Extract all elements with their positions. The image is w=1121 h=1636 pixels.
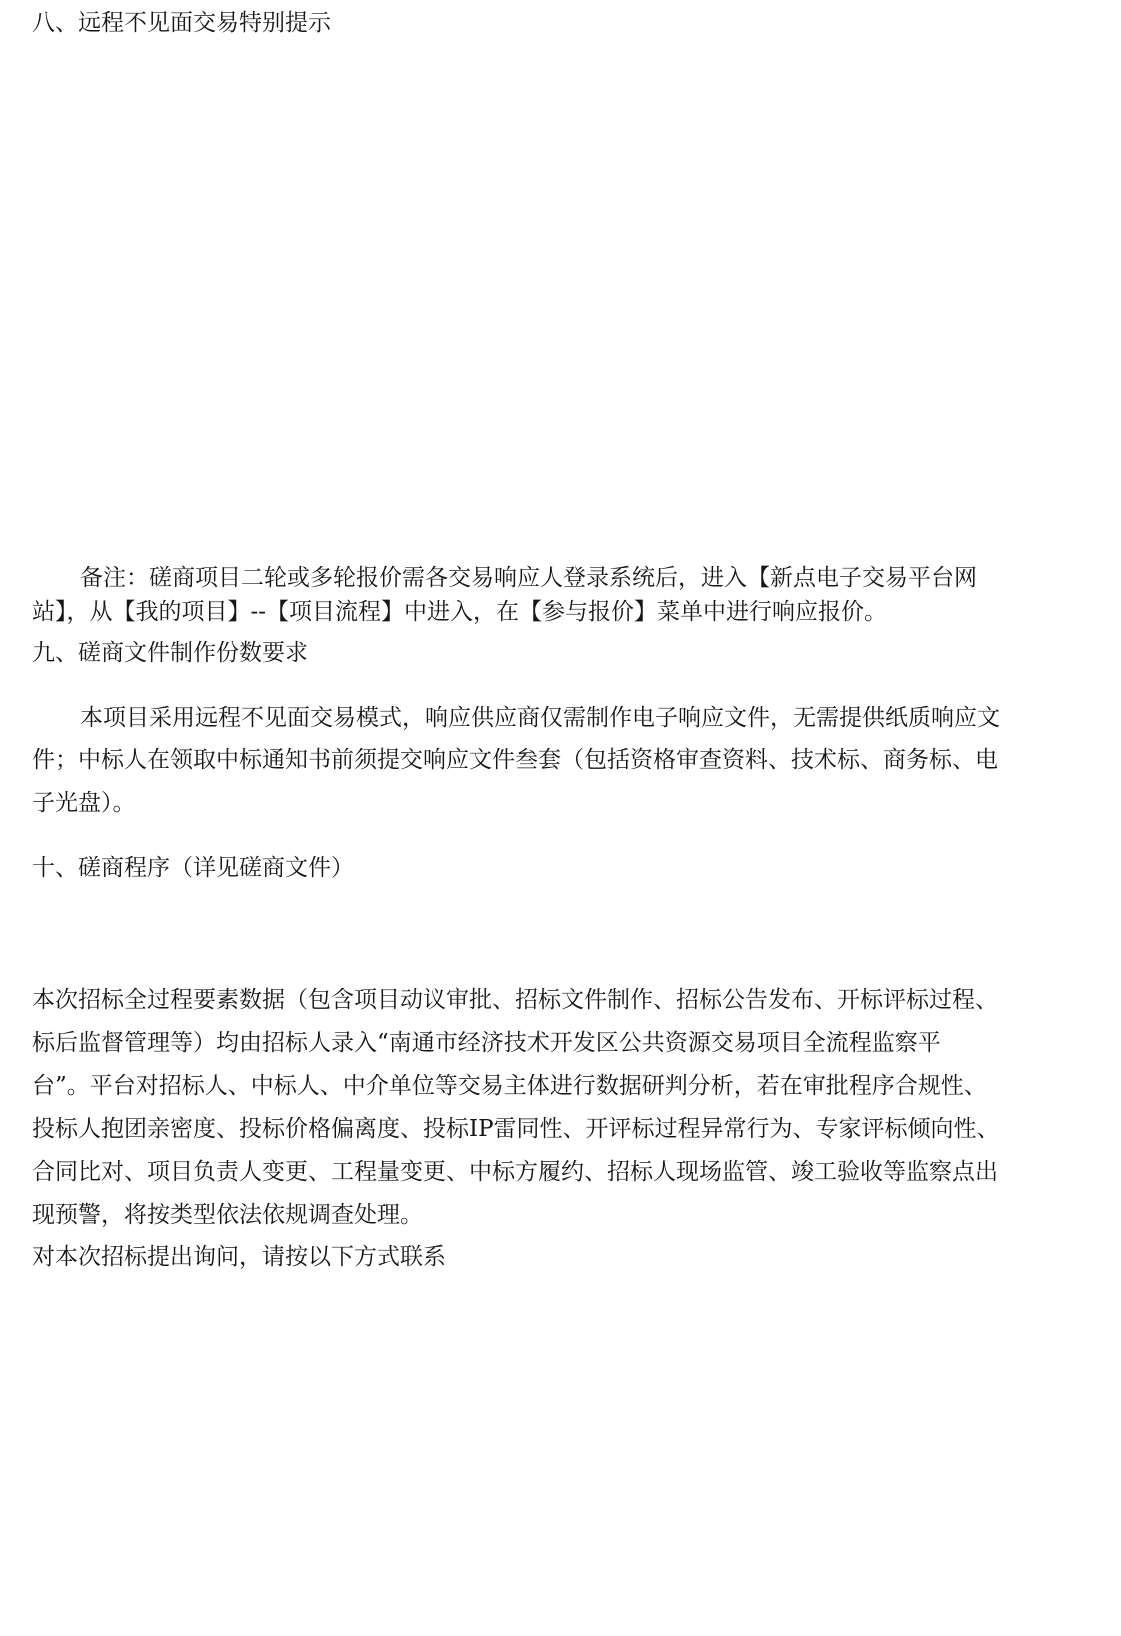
supervision-line-1: 本次招标全过程要素数据（包含项目动议审批、招标文件制作、招标公告发布、开标评标过程、 <box>32 987 998 1013</box>
section-9-line-3: 子光盘）。 <box>32 790 136 816</box>
section-9-line-1: 本项目采用远程不见面交易模式，响应供应商仅需制作电子响应文件，无需提供纸质响应文 <box>80 705 1000 731</box>
section-10-heading: 十、磋商程序（详见磋商文件） <box>32 855 354 881</box>
supervision-line-4: 投标人抱团亲密度、投标价格偏离度、投标IP雷同性、开评标过程异常行为、专家评标倾向性、 <box>32 1116 1000 1142</box>
contact-prompt: 对本次招标提出询问，请按以下方式联系 <box>32 1244 446 1270</box>
supervision-line-6: 现预警，将按类型依法依规调查处理。 <box>32 1202 423 1228</box>
supervision-line-3: 台”。平台对招标人、中标人、中介单位等交易主体进行数据研判分析，若在审批程序合规性、 <box>32 1073 987 1099</box>
supervision-line-2: 标后监督管理等）均由招标人录入“南通市经济技术开发区公共资源交易项目全流程监察平 <box>32 1030 941 1056</box>
section-9-line-2: 件；中标人在领取中标通知书前须提交响应文件叁套（包括资格审查资料、技术标、商务标、电 <box>32 747 998 773</box>
supervision-line-5: 合同比对、项目负责人变更、工程量变更、中标方履约、招标人现场监管、竣工验收等监察点出 <box>32 1159 998 1185</box>
note-line-2: 站】，从【我的项目】--【项目流程】中进入，在【参与报价】菜单中进行响应报价。 <box>32 599 888 625</box>
note-line-1: 备注：磋商项目二轮或多轮报价需各交易响应人登录系统后，进入【新点电子交易平台网 <box>80 565 977 591</box>
section-9-heading: 九、磋商文件制作份数要求 <box>32 640 308 666</box>
section-8-heading: 八、远程不见面交易特别提示 <box>32 10 331 36</box>
